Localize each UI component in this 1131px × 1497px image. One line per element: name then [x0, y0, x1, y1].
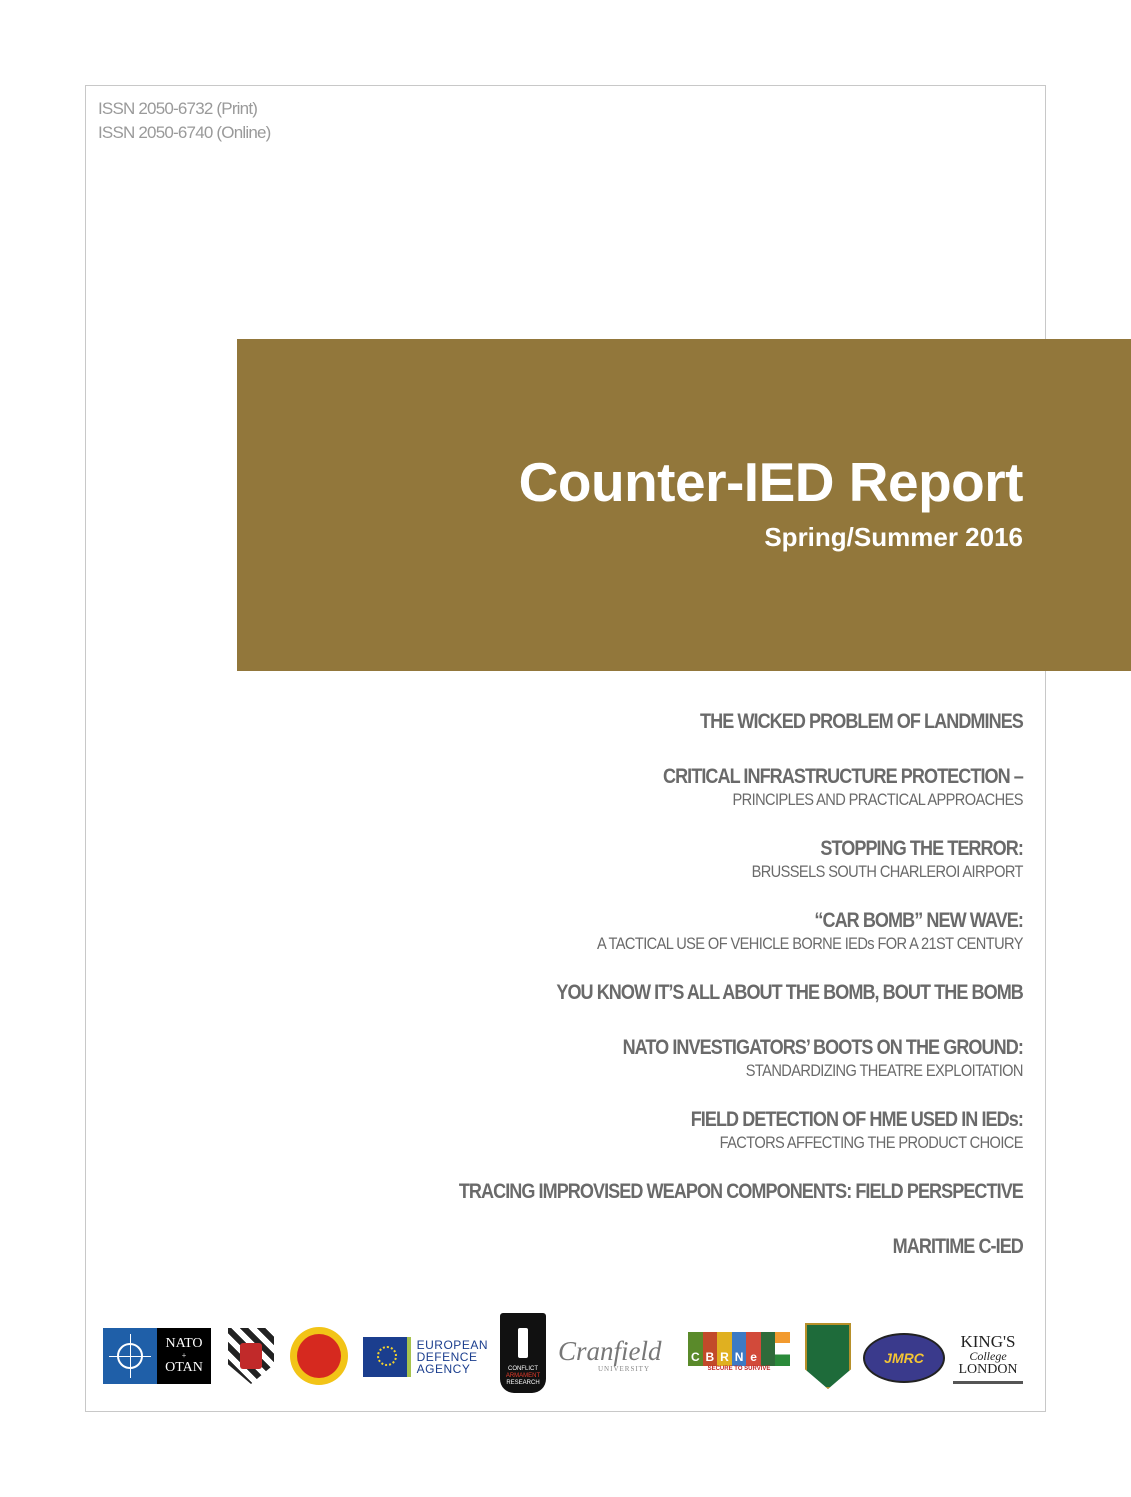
report-title: Counter-IED Report	[518, 451, 1023, 513]
partner-logos	[103, 1313, 1025, 1393]
toc-item	[367, 1176, 1023, 1208]
toc-item	[367, 977, 1023, 1009]
toc-item	[367, 905, 1023, 954]
issn-online: ISSN 2050-6740 (Online)	[98, 123, 271, 142]
toc-item-subtitle: A TACTICAL USE OF VEHICLE BORNE IEDs FOR A 21ST CENTURY	[597, 934, 1023, 953]
toc-item-title: CRITICAL INFRASTRUCTURE PROTECTION –	[663, 765, 1023, 788]
toc-item-subtitle: FACTORS AFFECTING THE PRODUCT CHOICE	[719, 1133, 1023, 1152]
eu-flag-icon	[363, 1337, 411, 1377]
toc-item-subtitle: PRINCIPLES AND PRACTICAL APPROACHES	[732, 790, 1023, 809]
toc-item-title: FIELD DETECTION OF HME USED IN IEDs:	[690, 1108, 1023, 1131]
coat-of-arms-logo	[228, 1328, 274, 1384]
green-shield-logo	[805, 1323, 851, 1389]
nato-logo: NATO + OTAN	[103, 1328, 211, 1384]
kings-college-london-logo: KING'S College LONDON	[953, 1329, 1023, 1384]
cranfield-university-logo: Cranfield UNIVERSITY	[558, 1336, 662, 1373]
issn-print: ISSN 2050-6732 (Print)	[98, 99, 258, 118]
toc-item-title: YOU KNOW IT’S ALL ABOUT THE BOMB, BOUT THE BOMB	[556, 981, 1023, 1004]
conflict-armament-research-logo: CONFLICT ARMAMENT RESEARCH	[500, 1313, 546, 1393]
toc-item-title: TRACING IMPROVISED WEAPON COMPONENTS: FIELD PERSPECTIVE	[458, 1180, 1023, 1203]
toc-item	[367, 706, 1023, 738]
coe-round-emblem-logo	[290, 1327, 348, 1385]
toc-item-subtitle: BRUSSELS SOUTH CHARLEROI AIRPORT	[751, 862, 1023, 881]
toc-item	[367, 1032, 1023, 1081]
nato-text: NATO	[165, 1336, 203, 1351]
toc-item-title: NATO INVESTIGATORS’ BOOTS ON THE GROUND:	[622, 1036, 1023, 1059]
report-issue: Spring/Summer 2016	[764, 522, 1023, 552]
issn-block	[98, 97, 271, 145]
toc-item-subtitle: STANDARDIZING THEATRE EXPLOITATION	[745, 1061, 1023, 1080]
nato-compass-icon	[103, 1328, 157, 1384]
toc-item	[367, 833, 1023, 882]
toc-item	[367, 1104, 1023, 1153]
toc-item	[367, 761, 1023, 810]
jmrc-logo: JMRC	[863, 1333, 945, 1383]
figure-icon	[518, 1328, 528, 1358]
toc-item-title: “CAR BOMB” NEW WAVE:	[814, 909, 1023, 932]
toc-item-title: STOPPING THE TERROR:	[820, 837, 1023, 860]
toc-item	[367, 1231, 1023, 1263]
table-of-contents	[367, 706, 1023, 1286]
toc-item-title: MARITIME C-IED	[892, 1235, 1023, 1258]
cbrne-logo: C B R N e SECURE TO SURVIVE	[688, 1331, 790, 1373]
european-defence-agency-logo: EUROPEAN DEFENCE AGENCY	[363, 1331, 488, 1383]
toc-item-title: THE WICKED PROBLEM OF LANDMINES	[700, 710, 1023, 733]
otan-text: OTAN	[165, 1360, 203, 1375]
